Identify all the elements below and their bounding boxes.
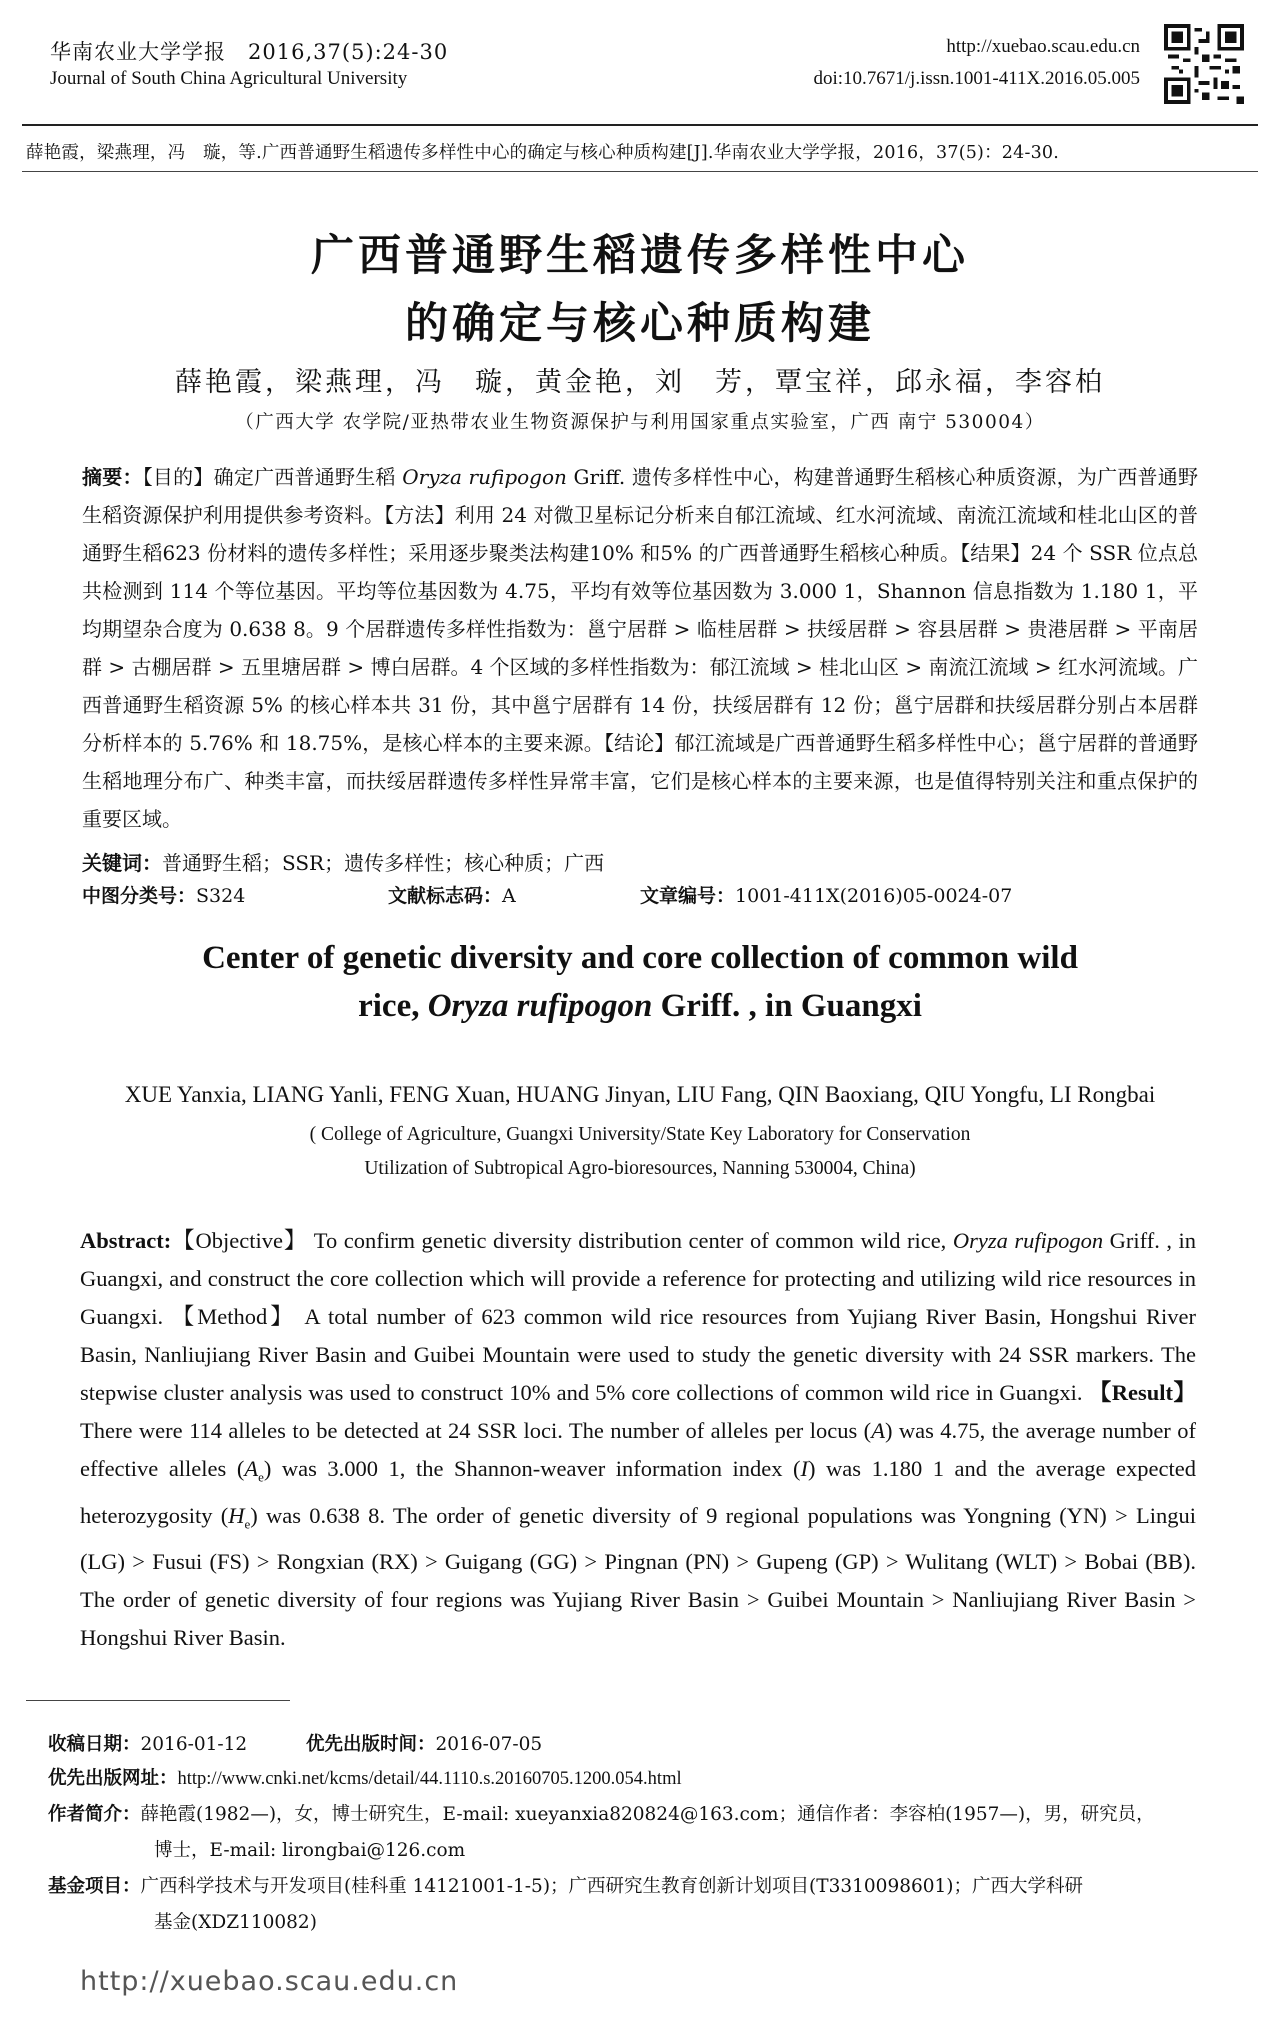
abstract-cn-label: 摘要：	[82, 465, 143, 489]
title-en-line1: Center of genetic diversity and core collection of common wild	[202, 940, 1078, 976]
fund-info-cont: 基金(XDZ110082)	[154, 1912, 317, 1933]
citation-line: 薛艳霞，梁燕理，冯 璇，等.广西普通野生稻遗传多样性中心的确定与核心种质构建[J].华南农业大学学报，2016，37(5)：24-30.	[26, 143, 1059, 163]
abstract-en-method: A total number of 623 common wild rice resources from Yujiang River Basin, Hongshui River Basin, Nanliujiang River Basin and Guibei Mountain were used to study the genetic diversity with 24 SSR markers. The stepwise cluster analysis was used to construct 10% and 5% core collections of common wild rice in Guangxi.	[80, 1304, 1197, 1405]
symbol-He-sub: e	[244, 1516, 251, 1531]
abstract-en-result-5: ) was 0.638 8. The order of genetic diversity of 9 regional populations was Yongning (YN) > Lingui (LG) > Fusui (FS) > Rongxian (RX) > Guigang (GG) > Pingnan (PN) > Gupeng (GP) > Wulitang (WLT) > Bobai (BB). The order of genetic diversity of four regions was Yujiang River Basin > Guibei Mountain > Nanliujiang River Basin > Hongshui River Basin.	[80, 1502, 1196, 1650]
online-url-link[interactable]: http://www.cnki.net/kcms/detail/44.1110.s.20160705.1200.054.html	[177, 1769, 682, 1789]
abstract-en-label: Abstract:	[80, 1228, 172, 1253]
species-name: Oryza rufipogon	[402, 465, 567, 489]
citation-rule	[22, 171, 1258, 172]
footnote-separator	[26, 1700, 290, 1701]
doc-code-value: A	[502, 885, 516, 907]
journal-url: http://xuebao.scau.edu.cn	[946, 36, 1140, 57]
online-value: 2016-07-05	[435, 1734, 543, 1755]
fund-info	[48, 1872, 1083, 1902]
symbol-Ae: A	[244, 1456, 259, 1481]
title-cn-line1: 广西普通野生稻遗传多样性中心	[311, 231, 969, 281]
authors-en: XUE Yanxia, LIANG Yanli, FENG Xuan, HUANG Jinyan, LIU Fang, QIN Baoxiang, QIU Yongfu, LI Rongbai	[124, 1082, 1156, 1107]
online-date	[306, 1730, 542, 1760]
abstract-en-objective: To confirm genetic diversity distribution center of common wild rice,	[307, 1228, 953, 1253]
received-date	[48, 1730, 247, 1760]
title-en-line2-a: rice,	[358, 988, 428, 1024]
online-url-label: 优先出版网址：	[48, 1768, 178, 1789]
journal-name-cn: 华南农业大学学报 2016,37(5):24-30	[50, 40, 449, 64]
abstract-cn-objective-label: 【目的】	[142, 465, 214, 489]
qr-code-icon	[1164, 24, 1244, 104]
received-value: 2016-01-12	[140, 1734, 248, 1755]
abstract-en-result-2: ) was 4.75, the average number of effective alleles (	[80, 1418, 1196, 1481]
affiliation-en-line2: Utilization of Subtropical Agro-bioresources, Nanning 530004, China)	[364, 1158, 916, 1179]
abstract-en-result-label: 【Result】	[1088, 1380, 1196, 1405]
article-number-label: 文章编号：	[640, 885, 736, 907]
article-number	[640, 881, 1012, 908]
received-label: 收稿日期：	[48, 1734, 141, 1755]
doc-code-label: 文献标志码：	[388, 885, 503, 907]
abstract-en-result-3: ) was 3.000 1, the Shannon-weaver information index (	[263, 1456, 801, 1481]
symbol-A: A	[871, 1418, 885, 1443]
authors-cn: 薛艳霞，梁燕理，冯 璇，黄金艳，刘 芳，覃宝祥，邱永福，李容柏	[175, 367, 1105, 398]
title-en-species: Oryza rufipogon	[427, 988, 653, 1024]
document-code	[388, 881, 516, 908]
abstract-en-objective-cont: Griff. , in Guangxi, and construct the core collection which will provide a reference for protecting and utilizing wild rice resources in Guangxi.	[80, 1228, 1196, 1329]
doi: doi:10.7671/j.issn.1001-411X.2016.05.005	[813, 68, 1140, 89]
header-rule	[22, 124, 1258, 126]
abstract-cn-result: 24 个 SSR 位点总共检测到 114 个等位基因。平均等位基因数为 4.75，平均有效等位基因数为 3.000 1，Shannon 信息指数为 1.180 1，平均期望杂合度为 0.638 8。9 个居群遗传多样性指数为：邕宁居群 > 临桂居群 > 扶绥居群 > 容县居群 > 贵港居群 > 平南居群 > 古棚居群 > 五里塘居群 > 博白居群。4 个区域的多样性指数为：郁江流域 > 桂北山区 > 南流江流域 > 红水河流域。广西普通野生稻资源 5% 的核心样本共 31 份，其中邕宁居群有 14 份，扶绥居群有 12 份；邕宁居群和扶绥居群分别占本居群分析样本的 5.76% 和 18.75%，是核心样本的主要来源。	[82, 541, 1198, 755]
journal-name-en: Journal of South China Agricultural University	[50, 68, 408, 89]
clc-value: S324	[196, 885, 246, 907]
fund-text: 广西科学技术与开发项目(桂科重 14121001-1-5)；广西研究生教育创新计划项目(T3310098601)；广西大学科研	[140, 1876, 1084, 1897]
online-label: 优先出版时间：	[306, 1734, 436, 1755]
title-en-line2	[0, 988, 1280, 1025]
abstract-cn-conclusion: 郁江流域是广西普通野生稻多样性中心；邕宁居群的普通野生稻地理分布广、种类丰富，而扶绥居群遗传多样性异常丰富，它们是核心样本的主要来源，也是值得特别关注和重点保护的重要区域。	[82, 731, 1199, 831]
title-cn-line2: 的确定与核心种质构建	[405, 299, 875, 349]
abstract-cn-method-label: 【方法】	[384, 503, 455, 527]
abstract-en-result-4: ) was 1.180 1 and the average expected heterozygosity (	[80, 1456, 1196, 1528]
article-number-value: 1001-411X(2016)05-0024-07	[735, 885, 1013, 907]
author-bio-cont: 博士，E-mail: lirongbai@126.com	[154, 1840, 466, 1861]
fund-label: 基金项目：	[48, 1876, 141, 1897]
abstract-en	[80, 1222, 1196, 1657]
clc-label: 中图分类号：	[82, 885, 197, 907]
affiliation-en-line1: ( College of Agriculture, Guangxi University/State Key Laboratory for Conservation	[309, 1124, 971, 1145]
keywords	[82, 847, 604, 876]
abstract-cn-objective: 确定广西普通野生稻	[213, 465, 403, 489]
author-bio-label: 作者简介：	[48, 1804, 141, 1825]
abstract-en-result-1: There were 114 alleles to be detected at 24 SSR loci. The number of alleles per locus (	[80, 1418, 872, 1443]
symbol-He: H	[228, 1502, 245, 1528]
abstract-cn-result-label: 【结果】	[960, 541, 1031, 565]
abstract-cn-objective-cont: Griff. 遗传多样性中心，构建普通野生稻核心种质资源，为广西普通野生稻资源保护利用提供参考资料。	[82, 465, 1199, 527]
abstract-en-objective-label: 【Objective】	[171, 1228, 308, 1253]
abstract-cn-method: 利用 24 对微卫星标记分析来自郁江流域、红水河流域、南流江流域和桂北山区的普通野生稻623 份材料的遗传多样性；采用逐步聚类法构建10% 和5% 的广西普通野生稻核心种质。	[82, 503, 1199, 565]
abstract-cn-conclusion-label: 【结论】	[603, 731, 675, 755]
abstract-cn	[82, 458, 1198, 838]
clc-number	[82, 881, 245, 908]
keywords-label: 关键词：	[82, 851, 162, 875]
author-bio-text: 薛艳霞(1982—)，女，博士研究生，E-mail: xueyanxia820824@163.com；通信作者：李容柏(1957—)，男，研究员，	[140, 1804, 1155, 1825]
symbol-Ae-sub: e	[258, 1469, 264, 1485]
author-bio	[48, 1800, 1155, 1830]
abstract-en-species: Oryza rufipogon	[952, 1228, 1104, 1253]
keywords-value: 普通野生稻；SSR；遗传多样性；核心种质；广西	[162, 851, 605, 875]
abstract-en-method-label: 【Method】	[171, 1304, 296, 1329]
watermark-url: http://xuebao.scau.edu.cn	[80, 1966, 459, 1997]
affiliation-cn: （广西大学 农学院/亚热带农业生物资源保护与利用国家重点实验室，广西 南宁 530004）	[235, 412, 1045, 433]
title-en-line2-b: Griff. , in Guangxi	[652, 988, 922, 1024]
symbol-I: I	[800, 1456, 809, 1481]
online-url	[48, 1764, 682, 1794]
